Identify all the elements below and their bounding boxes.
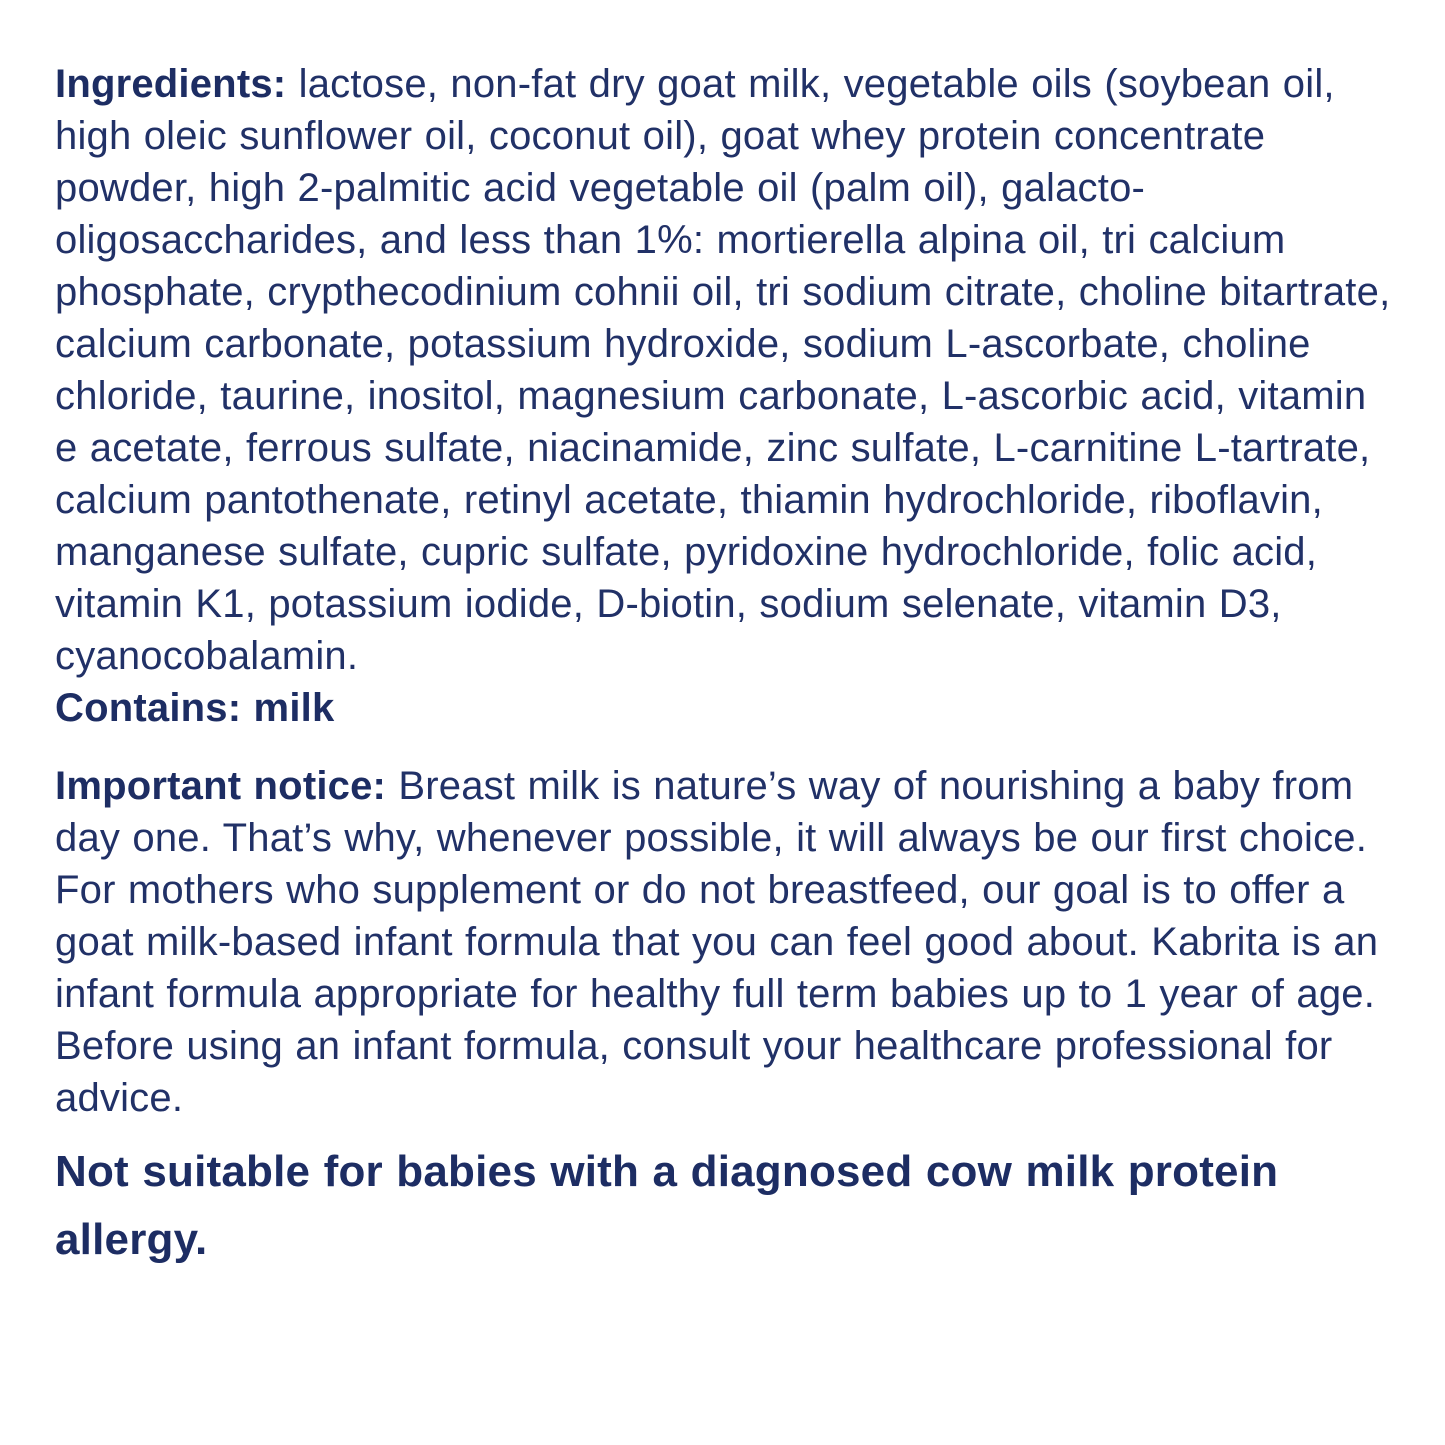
ingredients-heading: Ingredients: <box>55 62 287 106</box>
important-notice-heading: Important notice: <box>55 764 387 808</box>
allergy-warning: Not suitable for babies with a diagnosed cow milk protein allergy. <box>55 1147 1279 1264</box>
contains-statement: Contains: milk <box>55 686 335 730</box>
important-notice-paragraph <box>55 760 1395 1124</box>
ingredients-paragraph <box>55 58 1395 682</box>
ingredients-text: lactose, non-fat dry goat milk, vegetable oils (soybean oil, high oleic sunflower oil, coconut oil), goat whey protein concentrate powder, high 2-palmitic acid vegetable oil (palm oil), galacto-oligosaccharides, and less than 1%: mortierella alpina oil, tri calcium phosphate, crypthecodinium cohnii oil, tri sodium citrate, choline bitartrate, calcium carbonate, potassium hydroxide, sodium L-ascorbate, choline chloride, taurine, inositol, magnesium carbonate, L-ascorbic acid, vitamin e acetate, ferrous sulfate, niacinamide, zinc sulfate, L-carnitine L-tartrate, calcium pantothenate, retinyl acetate, thiamin hydrochloride, riboflavin, manganese sulfate, cupric sulfate, pyridoxine hydrochloride, folic acid, vitamin K1, potassium iodide, D-biotin, sodium selenate, vitamin D3, cyanocobalamin. <box>55 62 1391 678</box>
important-notice-text: Breast milk is nature’s way of nourishing a baby from day one. That’s why, whenever possible, it will always be our first choice. For mothers who supplement or do not breastfeed, our goal is to offer a goat milk-based infant formula that you can feel good about. Kabrita is an infant formula appropriate for healthy full term babies up to 1 year of age. Before using an infant formula, consult your healthcare professional for advice. <box>55 764 1379 1120</box>
